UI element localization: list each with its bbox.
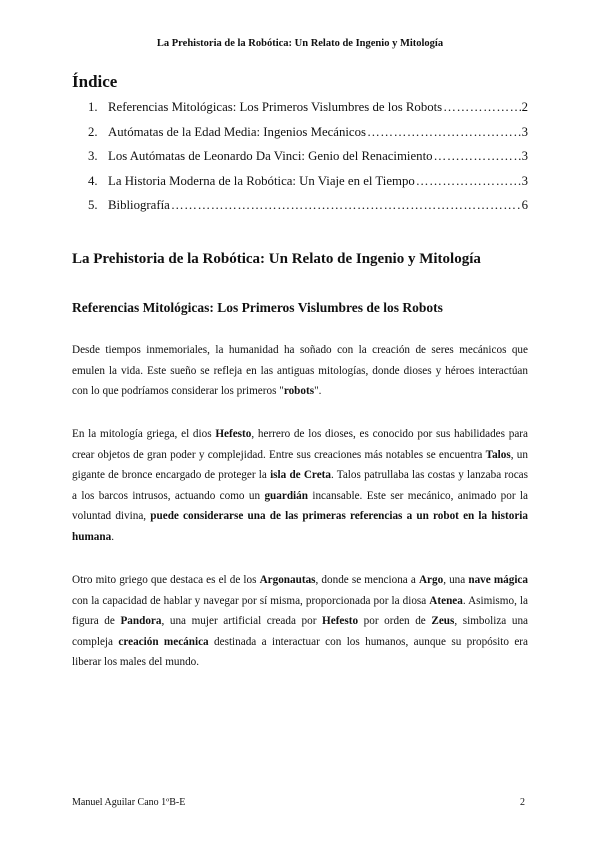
toc-item-number: 3. <box>88 149 98 163</box>
toc-leader-dots <box>443 100 520 115</box>
text-run: . Asimismo, la figura de <box>72 594 528 627</box>
text-run: , un gigante de bronce encargado de proteger la <box>72 448 528 481</box>
bold-run: Argonautas <box>259 574 316 586</box>
paragraph-intro <box>72 340 528 402</box>
bold-run: Hefesto <box>215 428 252 440</box>
toc-item-label: Bibliografía <box>108 198 170 212</box>
bold-run: Talos <box>485 448 511 461</box>
toc-item-label: La Historia Moderna de la Robótica: Un Viaje en el Tiempo <box>108 173 415 188</box>
bold-run: nave mágica <box>468 574 528 586</box>
toc-leader-dots <box>171 198 521 213</box>
text-run: , una mujer artificial creada por <box>161 615 323 627</box>
footer-author: Manuel Aguilar Cano 1ºB-E <box>72 797 186 808</box>
toc-title: Índice <box>72 72 118 91</box>
bold-run: Zeus <box>431 615 455 627</box>
toc-item-page: 3 <box>521 124 528 139</box>
bold-run: Hefesto <box>322 615 359 627</box>
text-run: ". <box>314 385 322 397</box>
toc-leader-dots <box>434 149 521 164</box>
text-run: , herrero de los dioses, es conocido por sus habilidades para crear objetos de gran poder y complejidad. Entre sus creaciones más notables se encuentra <box>72 428 528 461</box>
running-header: La Prehistoria de la Robótica: Un Relato de Ingenio y Mitología <box>156 38 444 49</box>
toc-item-page: 6 <box>521 198 528 212</box>
footer-page-number: 2 <box>520 797 525 808</box>
text-run: , una <box>443 574 469 586</box>
toc-item-label: Los Autómatas de Leonardo Da Vinci: Genio del Renacimiento <box>108 149 433 163</box>
text-run: por orden de <box>358 615 432 627</box>
text-run: , donde se menciona a <box>315 574 419 586</box>
paragraph-hefesto <box>72 424 528 547</box>
toc-item-label: Autómatas de la Edad Media: Ingenios Mecánicos <box>108 124 366 139</box>
bold-run: Argo <box>418 574 444 586</box>
toc-item[interactable] <box>88 198 528 223</box>
text-run: , simboliza una compleja <box>72 615 529 648</box>
bold-run: Atenea <box>429 594 463 607</box>
toc-leader-dots <box>367 125 521 140</box>
toc-item-page: 3 <box>521 173 528 188</box>
toc-item-page: 2 <box>521 100 528 114</box>
toc-item[interactable] <box>88 125 528 150</box>
text-run: incansable. Este ser mecánico, animado por la voluntad divina, <box>72 489 529 522</box>
text-run: . Talos patrullaba las costas y lanzaba rocas a los barcos intrusos, actuando como un <box>72 469 528 502</box>
paragraph-argonautas <box>72 570 528 673</box>
bold-run: isla de Creta <box>270 469 331 481</box>
bold-run: robots <box>283 385 315 397</box>
toc-item[interactable] <box>88 149 528 174</box>
toc-item-page: 3 <box>521 149 528 163</box>
toc-leader-dots <box>416 174 521 189</box>
bold-run: guardián <box>264 489 308 502</box>
document-title: La Prehistoria de la Robótica: Un Relato de Ingenio y Mitología <box>72 251 481 267</box>
table-of-contents <box>88 100 528 223</box>
toc-item-number: 1. <box>88 100 98 114</box>
toc-item-number: 4. <box>88 173 98 188</box>
bold-run: Pandora <box>120 615 162 627</box>
text-run: . <box>111 530 114 543</box>
bold-run: creación mecánica <box>118 635 209 648</box>
toc-item[interactable] <box>88 100 528 125</box>
toc-item-number: 5. <box>88 198 98 212</box>
text-run: En la mitología griega, el dios <box>72 428 216 440</box>
toc-item[interactable] <box>88 174 528 199</box>
text-run: con la capacidad de hablar y navegar por sí misma, proporcionada por la diosa <box>72 594 430 607</box>
bold-run: puede considerarse una de las primeras referencias a un robot en la historia humana <box>72 510 528 543</box>
section-title: Referencias Mitológicas: Los Primeros Vislumbres de los Robots <box>72 300 443 315</box>
toc-item-number: 2. <box>88 124 98 139</box>
toc-item-label: Referencias Mitológicas: Los Primeros Vislumbres de los Robots <box>108 100 443 114</box>
text-run: Otro mito griego que destaca es el de los <box>72 574 260 586</box>
text-run: destinada a interactuar con los humanos, aunque su propósito era liberar los males del mundo. <box>72 635 528 668</box>
text-run: Desde tiempos inmemoriales, la humanidad ha soñado con la creación de seres mecánicos que emulen la vida. Este sueño se refleja en las antiguas mitologías, donde dioses y héroes interactúan con lo que podríamos considerar los primeros " <box>72 344 528 397</box>
